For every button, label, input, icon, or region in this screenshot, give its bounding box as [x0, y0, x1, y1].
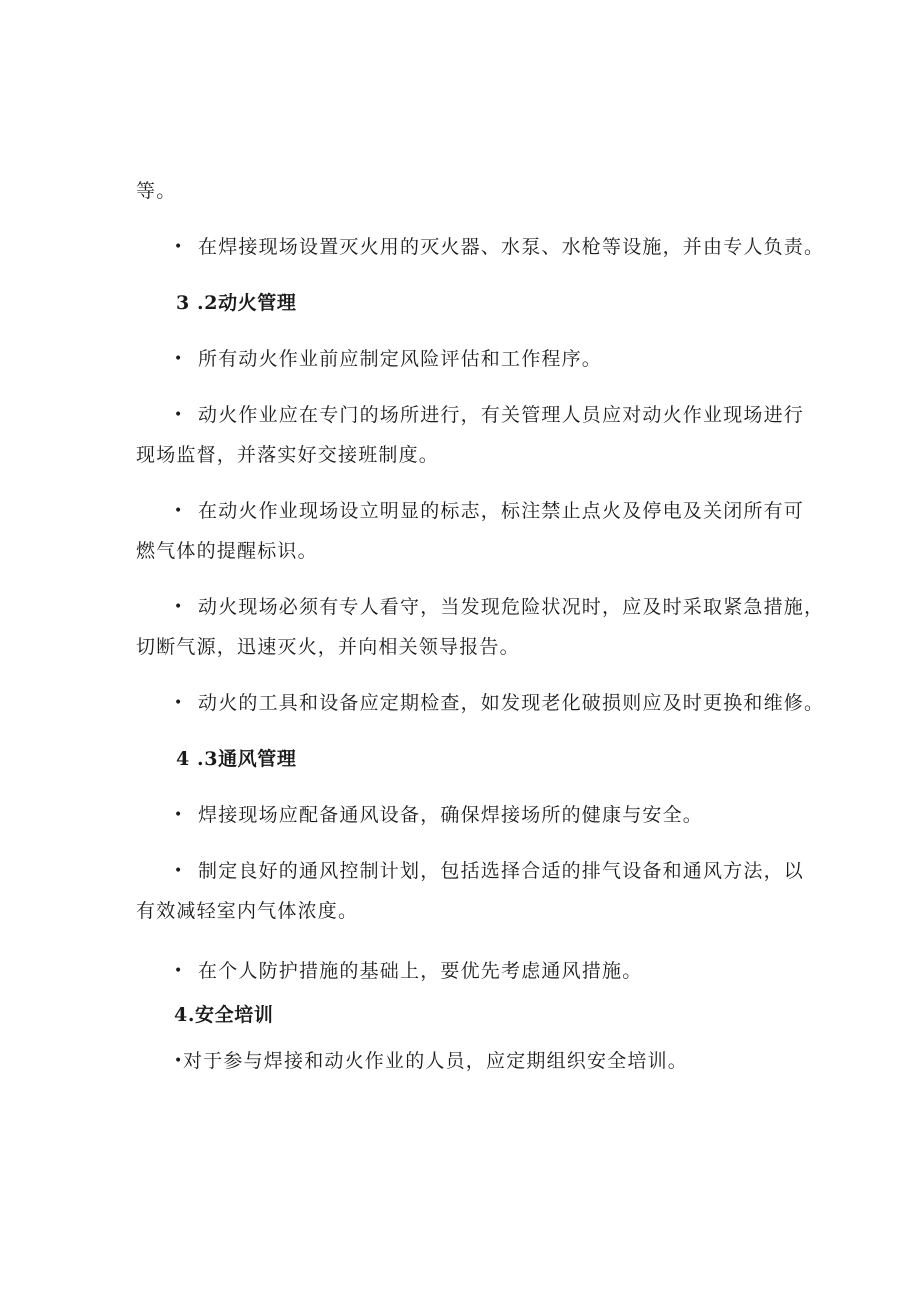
text-line: 现场监督，并落实好交接班制度。 — [136, 444, 440, 466]
section-heading — [174, 1002, 273, 1028]
text-line: 在焊接现场设置灭火用的灭火器、水泵、水枪等设施，并由专人负责。 — [198, 236, 825, 258]
text-line: 动火现场必须有专人看守，当发现危险状况时，应及时采取紧急措施， — [198, 596, 825, 618]
text-line: 对于参与焊接和动火作业的人员，应定期组织安全培训。 — [183, 1050, 689, 1072]
bullet-item — [174, 958, 642, 984]
bullet-item — [174, 234, 824, 260]
bullet-item — [174, 802, 703, 828]
text-line: 动火的工具和设备应定期检查，如发现老化破损则应及时更换和维修。 — [198, 692, 825, 714]
text-line: 切断气源，迅速灭火，并向相关领导报告。 — [136, 636, 520, 658]
bullet-icon: • — [174, 503, 184, 519]
text-line: 在动火作业现场设立明显的标志，标注禁止点火及停电及关闭所有可 — [198, 500, 805, 522]
bullet-item-continuation — [136, 634, 520, 660]
bullet-item — [174, 1048, 688, 1074]
text-line: 所有动火作业前应制定风险评估和工作程序。 — [198, 348, 603, 370]
bullet-icon: • — [174, 807, 184, 823]
heading-text: 4 .3通风管理 — [176, 748, 297, 770]
bullet-item — [174, 690, 824, 716]
heading-text: 3 .2动火管理 — [176, 292, 297, 314]
bullet-item — [174, 402, 804, 428]
text-line: 有效减轻室内气体浓度。 — [136, 900, 359, 922]
bullet-item-continuation — [136, 898, 358, 924]
bullet-item — [174, 498, 804, 524]
bullet-item — [174, 594, 824, 620]
bullet-icon: • — [174, 1053, 184, 1069]
text-line: 动火作业应在专门的场所进行，有关管理人员应对动火作业现场进行 — [198, 404, 805, 426]
bullet-item-continuation — [136, 442, 439, 468]
bullet-icon: • — [174, 695, 184, 711]
bullet-icon: • — [174, 239, 184, 255]
bullet-icon: • — [174, 351, 184, 367]
paragraph-continuation — [136, 178, 176, 204]
text-line: 焊接现场应配备通风设备，确保焊接场所的健康与安全。 — [198, 804, 704, 826]
bullet-item-continuation — [136, 538, 318, 564]
section-heading — [176, 746, 296, 772]
text-line: 在个人防护措施的基础上，要优先考虑通风措施。 — [198, 960, 643, 982]
bullet-icon: • — [174, 407, 184, 423]
bullet-item — [174, 346, 602, 372]
bullet-icon: • — [174, 963, 184, 979]
section-heading — [176, 290, 296, 316]
bullet-icon: • — [174, 863, 184, 879]
text-line: 等。 — [136, 180, 177, 202]
text-line: 燃气体的提醒标识。 — [136, 540, 318, 562]
bullet-icon: • — [174, 599, 184, 615]
bullet-item — [174, 858, 804, 884]
heading-text: 4.安全培训 — [174, 1004, 274, 1026]
text-line: 制定良好的通风控制计划，包括选择合适的排气设备和通风方法，以 — [198, 860, 805, 882]
